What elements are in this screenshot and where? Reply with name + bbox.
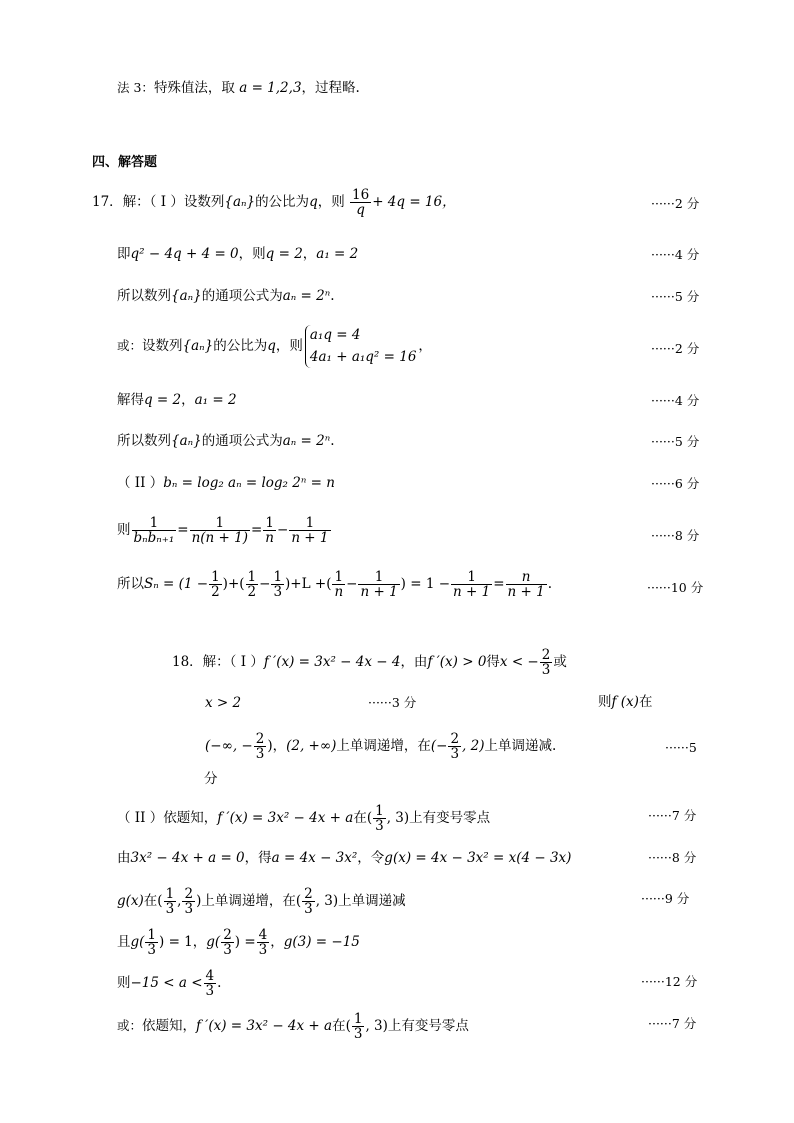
math: ( [345, 1018, 351, 1035]
fraction [145, 928, 158, 957]
section-title: 四、解答题 [92, 155, 158, 170]
seq-symbol: {aₙ} [224, 194, 256, 211]
text: 且 [117, 934, 131, 951]
frac-num: 1 [263, 516, 276, 531]
frac-den: 3 [223, 942, 232, 959]
method3-label: 法 3： [117, 80, 154, 95]
text: ， [192, 934, 207, 951]
fraction [540, 648, 553, 677]
seq-symbol: {aₙ} [171, 288, 202, 304]
text: ，令 [357, 850, 385, 866]
text: 由 [117, 850, 131, 866]
score: ······10 分 [647, 580, 704, 595]
text: 所以数列 [117, 433, 171, 449]
frac-num: 2 [184, 886, 194, 902]
math: (2, +∞) [286, 738, 337, 755]
math: q² − 4q + 4 = 0 [130, 246, 239, 262]
text: ， [270, 934, 284, 951]
frac-den: n + 1 [360, 584, 398, 601]
frac-den: q [356, 202, 365, 219]
frac-num: 2 [223, 927, 232, 943]
frac-num: 1 [358, 570, 399, 585]
fraction [451, 570, 492, 599]
q17-line-7 [117, 477, 335, 491]
score: ······2 分 [651, 341, 700, 356]
math: x < − [499, 654, 539, 671]
math: , 2) [462, 738, 485, 755]
score: ······12 分 [641, 974, 698, 989]
math: f ′(x) = 3x² − 4x + a [196, 1018, 333, 1035]
q18-line-9 [117, 969, 221, 998]
frac-num: 16 [352, 187, 370, 203]
frac-num: 1 [211, 569, 220, 585]
math: f (x) [611, 694, 639, 710]
math: aₙ = 2ⁿ [282, 433, 331, 449]
q17-line-1 [92, 188, 456, 217]
score: ······5 [665, 740, 697, 755]
fraction [302, 887, 315, 916]
frac-num: 1 [273, 569, 283, 585]
text: 上单调递增，在 [336, 738, 431, 755]
math: 3x² − 4x + a = 0 [130, 850, 245, 866]
text: 的通项公式为 [201, 433, 283, 449]
math: Sₙ = (1 − [144, 576, 209, 593]
frac-num: 1 [289, 516, 330, 531]
frac-num: 1 [332, 570, 345, 585]
math: f ′(x) = 3x² − 4x + a [217, 810, 354, 827]
math: g( [130, 934, 145, 951]
text: 上单调递减. [484, 738, 557, 755]
math: q = 2 [144, 392, 182, 408]
math: g(x) = 4x − 3x² = x(4 − 3x) [384, 850, 572, 866]
system-eq-2: 4a₁ + a₁q² = 16 [309, 348, 417, 365]
fraction [271, 570, 284, 599]
text: 的公比为 [213, 338, 268, 355]
text: 则 [117, 522, 131, 539]
fraction [209, 570, 222, 599]
q18-line-1 [172, 648, 567, 677]
text: 则 [117, 975, 131, 992]
q17-alt [117, 325, 432, 368]
q17-intro3: ，则 [317, 194, 345, 211]
fraction [254, 732, 267, 761]
text: 解得 [117, 392, 144, 408]
frac-den: 3 [541, 662, 551, 679]
text: 则 [598, 694, 612, 710]
math: a₁ = 2 [316, 246, 359, 262]
text: 设数列 [142, 338, 183, 355]
math: −15 < a < [130, 975, 203, 992]
frac-num: 2 [255, 731, 265, 747]
q18-line-2-right [598, 696, 652, 710]
frac-den: 3 [353, 1026, 363, 1043]
score: ······7 分 [648, 808, 697, 823]
math: a₁ = 2 [194, 392, 237, 408]
q17-line-9: 所以Sₙ = (1 − $\frac{1}{2}$ )+( $\frac{1}{2}$ − $\frac{1}{3}$ )+L +( $\frac{1}{n}$ − $\frac{1}{n + 1}$ ) = 1 − $\frac{1}{n + 1}$ = $\frac{n}{n + 1}$ . [117, 569, 553, 601]
math: ( [157, 893, 163, 910]
method3-tail: ，过程略. [301, 80, 360, 96]
score: ······8 分 [648, 850, 697, 865]
text: ， [418, 338, 432, 355]
text: 在 [638, 694, 653, 710]
text: . [330, 288, 335, 304]
fraction [332, 570, 345, 599]
frac-den: n [265, 530, 274, 547]
fraction [190, 516, 250, 545]
text: 在 [332, 1018, 346, 1035]
frac-den: n + 1 [453, 584, 491, 601]
frac-den: n + 1 [291, 530, 329, 547]
math: g(x) [117, 893, 144, 910]
fraction [289, 516, 330, 545]
math: bₙ = log₂ aₙ = log₂ 2ⁿ = n [163, 475, 335, 491]
fraction [221, 928, 234, 957]
text: . [330, 433, 335, 449]
frac-den: 3 [205, 983, 215, 1000]
score: ······4 分 [651, 247, 700, 262]
frac-num: 4 [258, 927, 268, 943]
fraction [257, 928, 270, 957]
fraction [358, 570, 399, 599]
frac-num: 2 [541, 647, 551, 663]
text: 依题知， [142, 1018, 197, 1035]
fraction [164, 887, 177, 916]
q17-intro2: 的公比为 [255, 194, 310, 211]
text: ， [181, 392, 195, 408]
fraction [204, 969, 217, 998]
score: ······8 分 [651, 528, 700, 543]
score: ······5 分 [651, 434, 700, 449]
math: , 3) [365, 1018, 388, 1035]
score: ······6 分 [651, 476, 700, 491]
text: 得 [486, 654, 500, 671]
math: , [177, 893, 182, 910]
frac-num: 1 [132, 516, 177, 531]
alt-label: 或： [117, 1018, 143, 1034]
fraction [352, 1012, 365, 1041]
frac-den: 3 [375, 818, 384, 835]
fraction [132, 516, 177, 545]
ellipsis-L: L [301, 576, 311, 593]
score: ······4 分 [651, 393, 700, 408]
alt-label: 或： [117, 338, 143, 354]
math: f ′(x) = 3x² − 4x − 4 [263, 654, 401, 671]
q17-number: 17． [92, 194, 123, 211]
equation-system [305, 325, 417, 368]
q17-line-2 [117, 248, 358, 262]
q18-line-3 [205, 732, 556, 761]
text: ，得 [244, 850, 272, 866]
frac-den: 3 [165, 901, 175, 918]
q18-line-10 [117, 1012, 469, 1041]
text: 所以 [117, 576, 144, 593]
q18-line-8 [117, 928, 360, 957]
text: 上有变号零点 [409, 810, 491, 827]
frac-den: 3 [147, 942, 157, 959]
q18-intro: 18．解：（ I ） [172, 654, 264, 671]
frac-den: 2 [247, 584, 257, 601]
math: (− [430, 738, 448, 755]
math: ) = [234, 934, 256, 951]
text: . [217, 975, 222, 992]
q-symbol: q [309, 194, 318, 211]
frac-den: n [334, 584, 344, 601]
text: ， [302, 246, 317, 262]
frac-num: 4 [205, 968, 215, 984]
seq-symbol: {aₙ} [182, 338, 214, 355]
frac-den: 2 [211, 584, 220, 601]
frac-den: n + 1 [507, 584, 545, 601]
frac-den: 3 [450, 746, 460, 763]
text: 所以数列 [117, 288, 171, 304]
method3-value: a = 1,2,3 [239, 80, 302, 96]
fraction [373, 804, 386, 833]
math: f ′(x) > 0 [427, 654, 487, 671]
fraction [246, 570, 259, 599]
score: ······9 分 [641, 891, 690, 906]
q18-line-6 [117, 852, 571, 866]
eq1-tail: + 4q = 16， [372, 194, 456, 211]
score: ······3 分 [368, 695, 417, 710]
q18-line-7 [117, 887, 406, 916]
q18-line-5 [117, 804, 490, 833]
text: 在 [143, 893, 158, 910]
text: 上有变号零点 [387, 1018, 469, 1035]
math: aₙ = 2ⁿ [282, 288, 331, 304]
frac-num: 1 [165, 886, 175, 902]
math: x > 2 [205, 695, 242, 711]
q17-line-6 [117, 435, 334, 449]
fraction [448, 732, 461, 761]
text: （ II ）依题知， [117, 810, 218, 827]
frac-num: 1 [190, 516, 250, 531]
fraction [182, 887, 195, 916]
text: ，则 [275, 338, 303, 355]
frac-num: 1 [375, 803, 384, 819]
math: g(3) = −15 [283, 934, 360, 951]
math: q = 2 [265, 246, 303, 262]
frac-num: n [506, 570, 547, 585]
score: ······5 分 [651, 289, 700, 304]
seq-symbol: {aₙ} [171, 433, 202, 449]
fraction [506, 570, 547, 599]
frac-num: 1 [451, 570, 492, 585]
frac-num: 1 [353, 1011, 363, 1027]
fraction [263, 516, 276, 545]
text: )， [267, 738, 287, 755]
math: , 3) [386, 810, 410, 827]
math: ) [196, 893, 202, 910]
math: a = 4x − 3x² [271, 850, 358, 866]
q-symbol: q [267, 338, 276, 355]
math: ( [366, 810, 373, 827]
score: ······7 分 [648, 1016, 697, 1031]
text: 即 [117, 246, 131, 262]
math: ( [295, 893, 302, 910]
q17-line-8: 则 $\frac{1}{\text{bₙbₙ₊₁}}$ = $\frac{1}{n(n + 1)}$ = $\frac{1}{n}$ − $\frac{1}{n + 1}$ [117, 515, 329, 547]
frac-den: 3 [184, 901, 194, 918]
frac-num: 1 [247, 569, 257, 585]
math: (−∞, − [205, 738, 253, 755]
q17-line-5 [117, 394, 237, 408]
frac-den: 3 [273, 584, 283, 601]
frac-den: n(n + 1) [191, 530, 248, 547]
text: 或 [553, 654, 567, 671]
text: 的通项公式为 [201, 288, 283, 304]
q17-line-3 [117, 290, 334, 304]
frac-den: bₙbₙ₊₁ [133, 530, 175, 547]
frac-num: 1 [147, 927, 157, 943]
score: ······2 分 [651, 196, 700, 211]
text: 在 [353, 810, 367, 827]
math: , 3) [315, 893, 339, 910]
text: 上单调递减 [338, 893, 406, 910]
frac-den: 3 [255, 746, 265, 763]
frac-num: 2 [450, 731, 460, 747]
score-unit: 分 [204, 771, 218, 787]
q17-intro: 解：（ I ）设数列 [122, 194, 225, 211]
frac-den: 3 [258, 942, 268, 959]
math: g( [206, 934, 221, 951]
system-eq-1: a₁q = 4 [309, 327, 361, 343]
text: （ II ） [117, 475, 164, 491]
text: ，则 [238, 246, 266, 262]
frac-den: 3 [304, 901, 313, 918]
method3-line [117, 82, 360, 96]
method3-text: 特殊值法，取 [153, 80, 235, 96]
fraction-16-q [350, 188, 371, 217]
frac-num: 2 [304, 886, 313, 902]
text: ，由 [400, 654, 428, 671]
math: ) = 1 [159, 934, 193, 951]
text: 上单调递增，在 [201, 893, 296, 910]
